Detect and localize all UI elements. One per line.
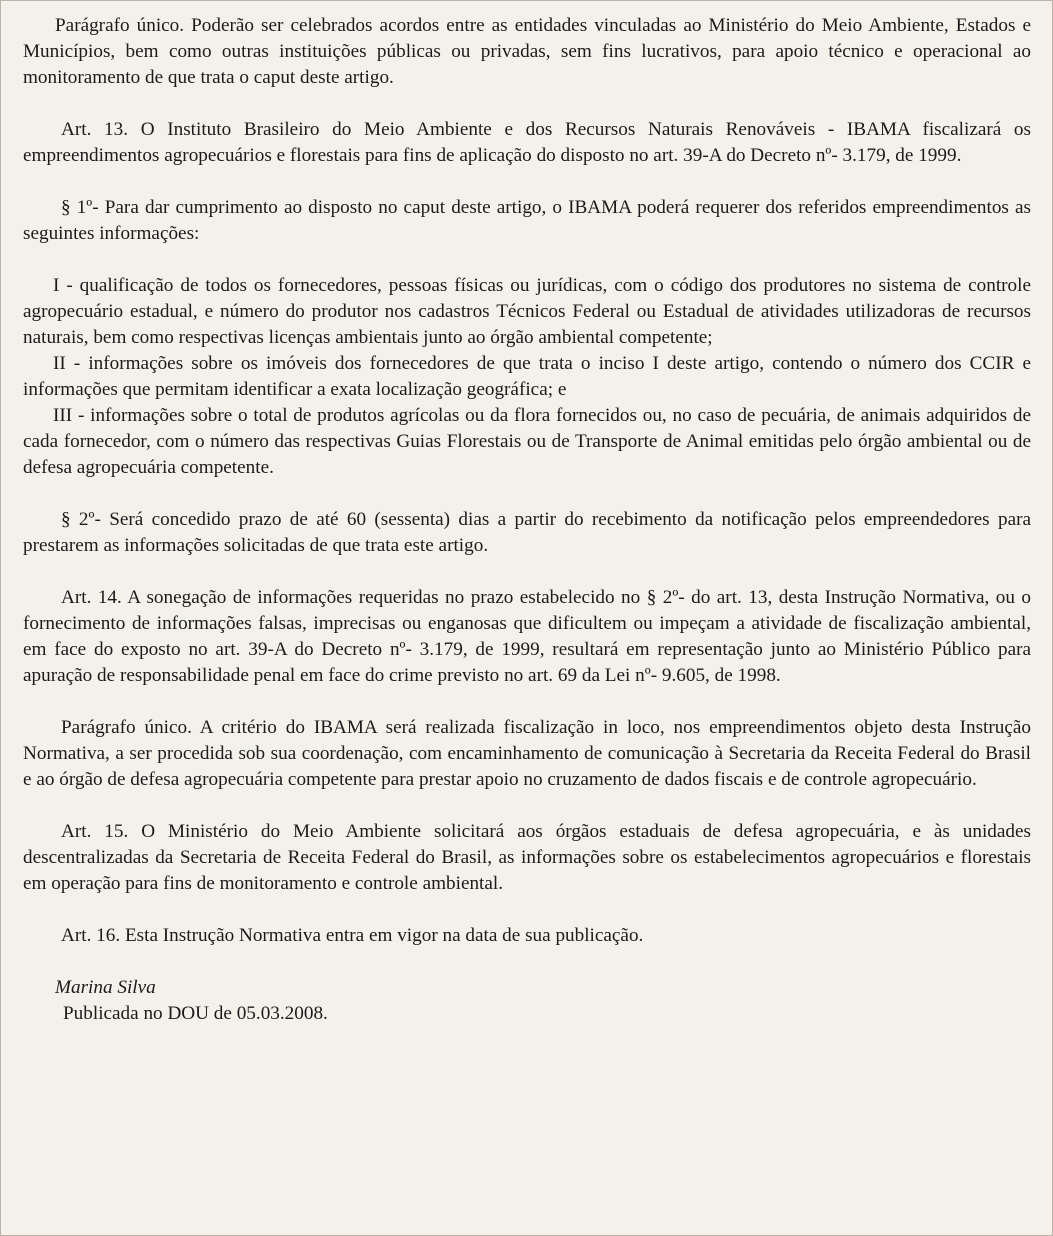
inciso-i: I - qualificação de todos os fornecedores, pessoas físicas ou jurídicas, com o código dos produtores no sistema de controle agropecuário estadual, e número do produtor nos cadastros Técnicos Federal ou Estadual de atividades utilizadoras de recursos naturais, bem como respectivas licenças ambientais junto ao órgão ambiental competente; (23, 275, 1031, 348)
art-14: Art. 14. A sonegação de informações requeridas no prazo estabelecido no § 2º- do art. 13, desta Instrução Normativa, ou o fornecimento de informações falsas, imprecisas ou enganosas que dificultem ou impeçam a atividade de fiscalização ambiental, em face do exposto no art. 39-A do Decreto nº- 3.179, de 1999, resultará em representação junto ao Ministério Público para apuração de responsabilidade penal em face do crime previsto no art. 69 da Lei nº- 9.605, de 1998. (23, 587, 1031, 686)
document-body (23, 13, 1031, 1027)
art-13-paragraph-1: § 1º- Para dar cumprimento ao disposto no caput deste artigo, o IBAMA poderá requerer dos referidos empreendimentos as seguintes informações: (23, 197, 1031, 244)
art-15: Art. 15. O Ministério do Meio Ambiente solicitará aos órgãos estaduais de defesa agropecuária, e às unidades descentralizadas da Secretaria de Receita Federal do Brasil, as informações sobre os estabelecimentos agropecuários e florestais em operação para fins de monitoramento e controle ambiental. (23, 821, 1031, 894)
art-13: Art. 13. O Instituto Brasileiro do Meio Ambiente e dos Recursos Naturais Renováveis - IBAMA fiscalizará os empreendimentos agropecuários e florestais para fins de aplicação do disposto no art. 39-A do Decreto nº- 3.179, de 1999. (23, 119, 1031, 166)
inciso-iii: III - informações sobre o total de produtos agrícolas ou da flora fornecidos ou, no caso de pecuária, de animais adquiridos de cada fornecedor, com o número das respectivas Guias Florestais ou de Transporte de Animal emitidas pelo órgão ambiental ou de defesa agropecuária competente. (23, 405, 1031, 478)
publication-note: Publicada no DOU de 05.03.2008. (63, 1003, 328, 1024)
paragrafo-unico-art14: Parágrafo único. A critério do IBAMA será realizada fiscalização in loco, nos empreendimentos objeto desta Instrução Normativa, a ser procedida sob sua coordenação, com encaminhamento de comunicação à Secretaria da Receita Federal do Brasil e ao órgão de defesa agropecuária competente para prestar apoio no cruzamento de dados fiscais e de controle agropecuário. (23, 717, 1031, 790)
art-16: Art. 16. Esta Instrução Normativa entra em vigor na data de sua publicação. (61, 925, 644, 946)
paragrafo-unico-art12: Parágrafo único. Poderão ser celebrados acordos entre as entidades vinculadas ao Ministério do Meio Ambiente, Estados e Municípios, bem como outras instituições públicas ou privadas, sem fins lucrativos, para apoio técnico e operacional ao monitoramento de que trata o caput deste artigo. (23, 15, 1031, 88)
art-13-paragraph-2: § 2º- Será concedido prazo de até 60 (sessenta) dias a partir do recebimento da notificação pelos empreendedores para prestarem as informações solicitadas de que trata este artigo. (23, 509, 1031, 556)
inciso-ii: II - informações sobre os imóveis dos fornecedores de que trata o inciso I deste artigo, contendo o número dos CCIR e informações que permitam identificar a exata localização geográfica; e (23, 353, 1031, 400)
signature-name: Marina Silva (55, 977, 156, 998)
